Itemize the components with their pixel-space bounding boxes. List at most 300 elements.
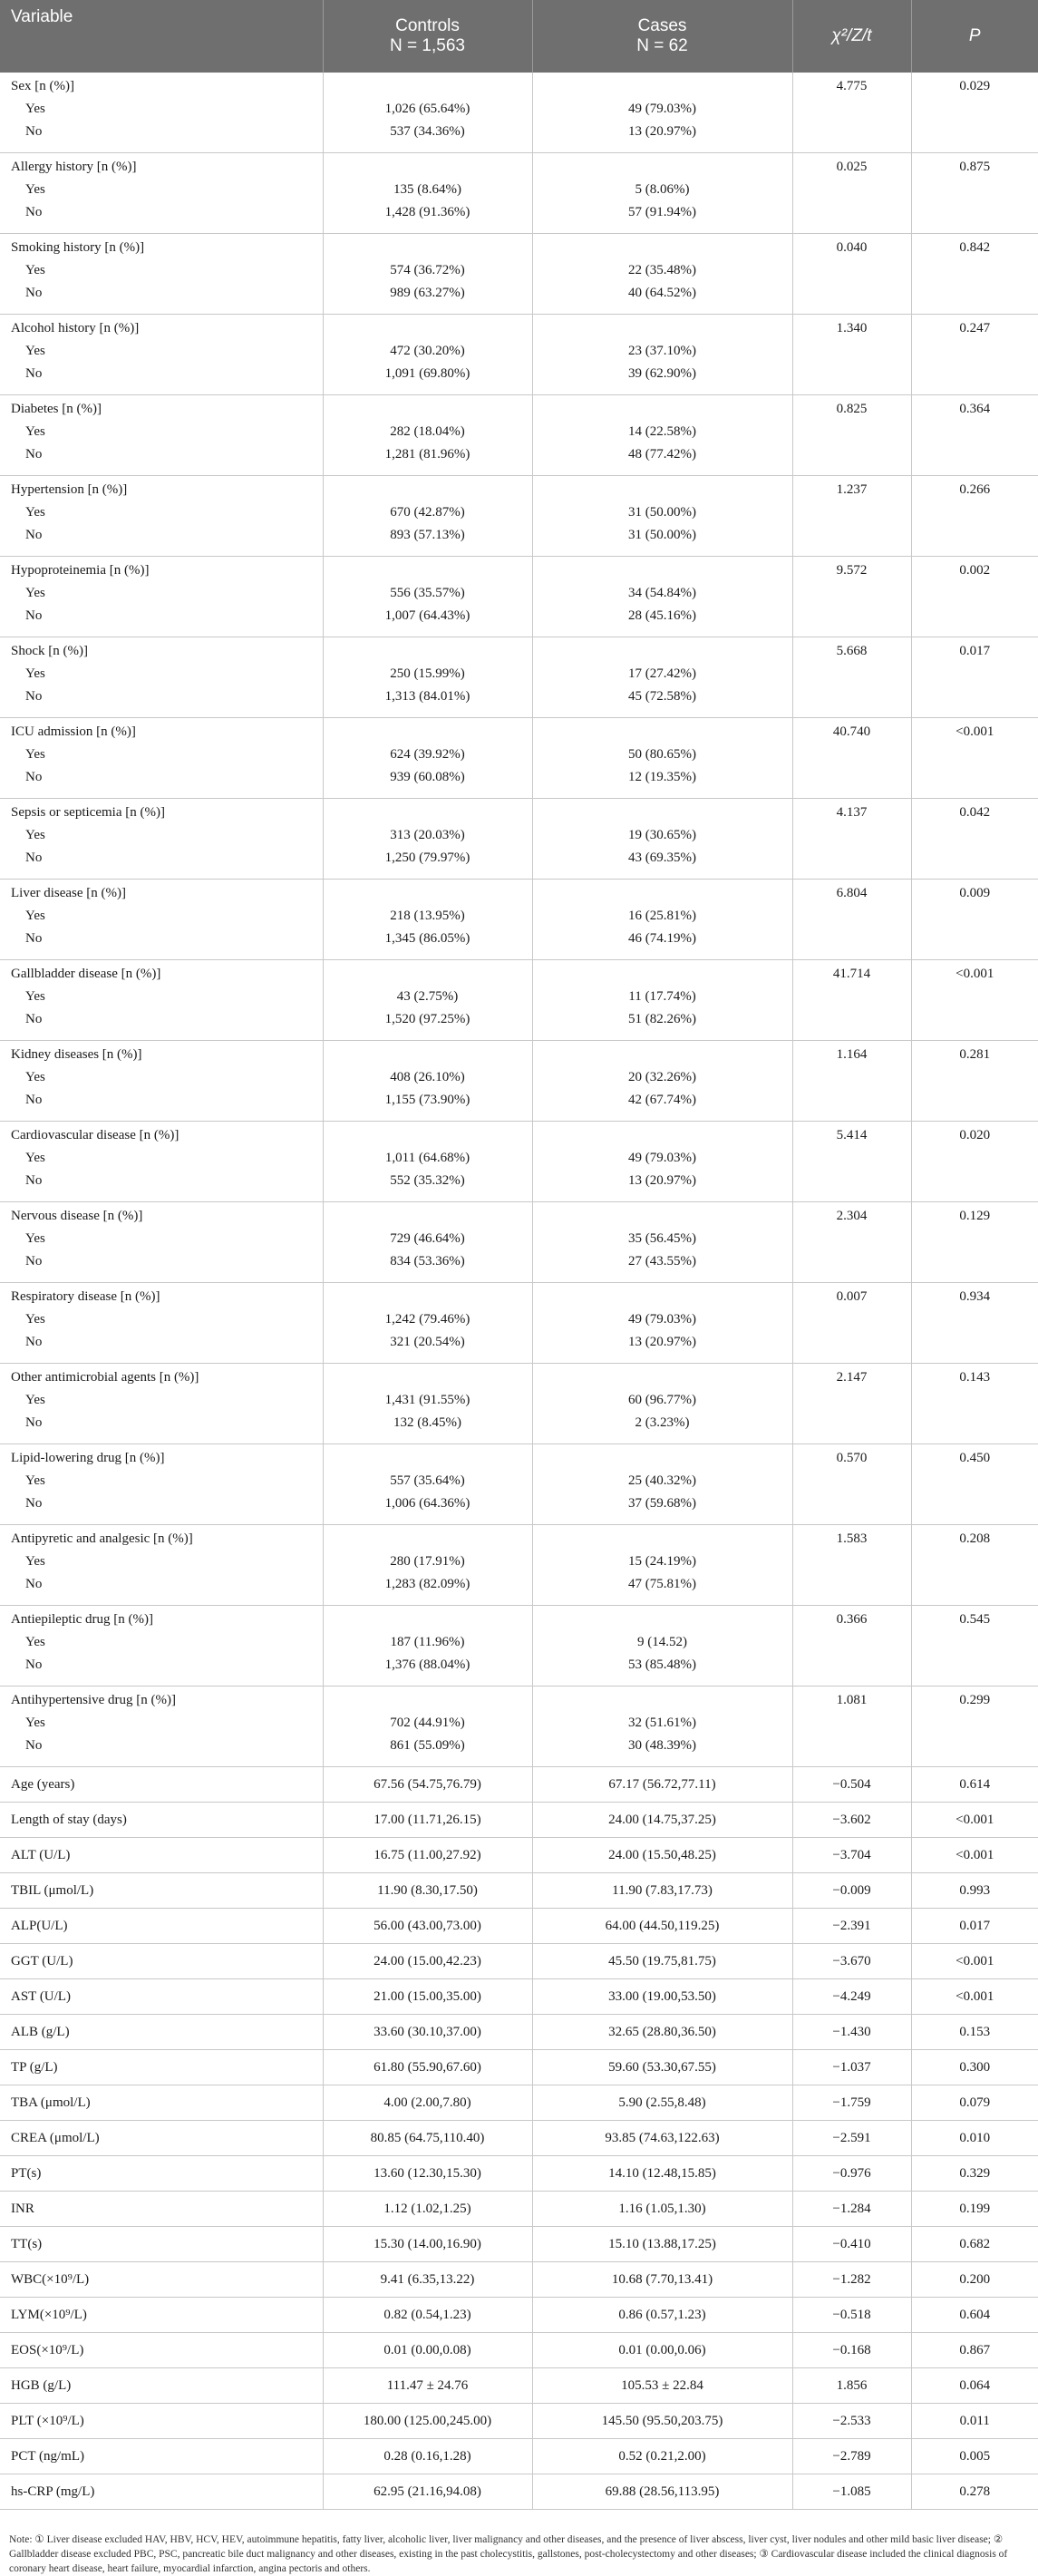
controls-cell [323,799,532,880]
controls-value: 1,007 (64.43%) [324,605,532,627]
p-value: 0.017 [912,640,1038,663]
statistic-value: −1.430 [793,2015,911,2049]
cases-cell [532,1444,792,1525]
statistic-value: 1.340 [793,317,911,340]
level-label: Yes [0,1550,323,1573]
cases-cell [532,73,792,153]
variable-name-cell [0,2368,323,2404]
variable-name-cell [0,1838,323,1873]
p-value-cell [911,2262,1038,2298]
p-value: 0.010 [912,2121,1038,2155]
controls-value: 702 (44.91%) [324,1712,532,1735]
controls-value: 1.12 (1.02,1.25) [324,2192,532,2226]
cell-spacer [533,718,792,744]
level-label: No [0,847,323,870]
statistic-cell [792,73,911,153]
table-row [0,2050,1038,2085]
statistic-cell [792,799,911,880]
statistic-cell [792,1606,911,1687]
controls-value: 729 (46.64%) [324,1228,532,1250]
variable-name: TP (g/L) [0,2050,323,2085]
statistic-value: 1.237 [793,479,911,501]
controls-value-cell [323,2298,532,2333]
variable-name-cell [0,2192,323,2227]
cell-spacer [533,960,792,986]
table-header-row [0,0,1038,73]
p-value: 0.129 [912,1205,1038,1228]
controls-value: 1,281 (81.96%) [324,443,532,466]
variable-name: Antihypertensive drug [n (%)] [0,1689,323,1712]
cases-value: 14 (22.58%) [533,421,792,443]
variable-name: Cardiovascular disease [n (%)] [0,1124,323,1147]
cases-value: 13 (20.97%) [533,1331,792,1354]
controls-value: 989 (63.27%) [324,282,532,305]
cases-value: 45 (72.58%) [533,685,792,708]
cases-value: 0.86 (0.57,1.23) [533,2298,792,2332]
cell-spacer [324,1041,532,1066]
controls-value: 624 (39.92%) [324,744,532,766]
controls-value: 21.00 (15.00,35.00) [324,1979,532,2014]
variable-name: Antipyretic and analgesic [n (%)] [0,1528,323,1550]
level-label: Yes [0,744,323,766]
variable-name-cell [0,2474,323,2510]
cell-spacer [533,1606,792,1631]
table-row [0,1909,1038,1944]
cases-value-cell [532,1838,792,1873]
cell-spacer [533,1525,792,1550]
cell-spacer [324,73,532,98]
statistic-value-cell [792,1944,911,1979]
level-label: No [0,1573,323,1596]
table-row [0,1041,1038,1122]
statistic-value: 4.775 [793,75,911,98]
p-value-cell [911,1767,1038,1803]
variable-cell [0,557,323,637]
controls-value: 552 (35.32%) [324,1170,532,1192]
cases-value: 105.53 ± 22.84 [533,2368,792,2403]
controls-value: 1,313 (84.01%) [324,685,532,708]
controls-value-cell [323,2439,532,2474]
level-label: No [0,121,323,143]
controls-cell [323,557,532,637]
cases-cell [532,1606,792,1687]
p-value-cell [911,718,1038,799]
controls-value-cell [323,2474,532,2510]
statistic-cell [792,637,911,718]
level-label: No [0,928,323,950]
controls-value-cell [323,1944,532,1979]
cases-value-cell [532,2156,792,2192]
cell-spacer [324,1122,532,1147]
statistic-value: 6.804 [793,882,911,905]
p-value: 0.842 [912,237,1038,259]
p-value-cell [911,2050,1038,2085]
cases-value: 39 (62.90%) [533,363,792,385]
cell-spacer [533,799,792,824]
cell-spacer [533,73,792,98]
cell-spacer [533,153,792,179]
table-row [0,1944,1038,1979]
level-label: No [0,1654,323,1677]
controls-value: 24.00 (15.00,42.23) [324,1944,532,1978]
cases-cell [532,1364,792,1444]
p-value-cell [911,1979,1038,2015]
p-value-cell [911,315,1038,395]
cases-cell [532,637,792,718]
p-value-cell [911,1687,1038,1767]
controls-value: 1,428 (91.36%) [324,201,532,224]
cases-value-cell [532,1909,792,1944]
cases-value: 28 (45.16%) [533,605,792,627]
variable-name: ALT (U/L) [0,1838,323,1872]
variable-cell [0,1525,323,1606]
cases-cell [532,960,792,1041]
level-label: No [0,282,323,305]
statistic-value: 0.825 [793,398,911,421]
controls-value-cell [323,2333,532,2368]
level-label: Yes [0,179,323,201]
statistic-value-cell [792,2404,911,2439]
statistic-value: 1.583 [793,1528,911,1550]
controls-value: 556 (35.57%) [324,582,532,605]
variable-name: Sex [n (%)] [0,75,323,98]
level-label: No [0,1089,323,1112]
cases-value: 22 (35.48%) [533,259,792,282]
p-value: 0.020 [912,1124,1038,1147]
controls-value: 670 (42.87%) [324,501,532,524]
statistic-value: −3.704 [793,1838,911,1872]
controls-value: 280 (17.91%) [324,1550,532,1573]
controls-value: 861 (55.09%) [324,1735,532,1757]
p-value-cell [911,1944,1038,1979]
controls-value: 574 (36.72%) [324,259,532,282]
table-row [0,395,1038,476]
cell-spacer [324,1525,532,1550]
controls-value: 187 (11.96%) [324,1631,532,1654]
cases-value: 59.60 (53.30,67.55) [533,2050,792,2085]
controls-value-cell [323,2156,532,2192]
variable-name: Shock [n (%)] [0,640,323,663]
cases-value: 0.52 (0.21,2.00) [533,2439,792,2474]
cell-spacer [533,637,792,663]
cases-cell [532,1122,792,1202]
statistic-value: 0.040 [793,237,911,259]
level-label: Yes [0,663,323,685]
variable-name: hs-CRP (mg/L) [0,2474,323,2509]
p-value-cell [911,2474,1038,2510]
table-row [0,637,1038,718]
cases-value: 37 (59.68%) [533,1492,792,1515]
p-value: 0.993 [912,1873,1038,1908]
controls-value: 1,011 (64.68%) [324,1147,532,1170]
statistic-value: 5.668 [793,640,911,663]
level-label: No [0,363,323,385]
cases-value: 93.85 (74.63,122.63) [533,2121,792,2155]
cases-cell [532,1525,792,1606]
cases-cell [532,476,792,557]
cell-spacer [533,1202,792,1228]
statistic-value-cell [792,2085,911,2121]
statistic-value: 1.081 [793,1689,911,1712]
cases-value: 10.68 (7.70,13.41) [533,2262,792,2297]
table-row [0,2085,1038,2121]
variable-cell [0,1606,323,1687]
statistic-value-cell [792,1767,911,1803]
p-value-cell [911,880,1038,960]
variable-name: CREA (μmol/L) [0,2121,323,2155]
cases-value: 31 (50.00%) [533,501,792,524]
p-value: 0.934 [912,1286,1038,1308]
controls-value: 218 (13.95%) [324,905,532,928]
controls-value: 1,520 (97.25%) [324,1008,532,1031]
level-label: No [0,685,323,708]
cell-spacer [324,476,532,501]
header-cases-label: Cases [533,16,792,36]
statistic-value-cell [792,2227,911,2262]
variable-name: ALB (g/L) [0,2015,323,2049]
cases-value: 16 (25.81%) [533,905,792,928]
statistic-cell [792,1444,911,1525]
variable-name: LYM(×10⁹/L) [0,2298,323,2332]
p-value-cell [911,1873,1038,1909]
controls-value: 135 (8.64%) [324,179,532,201]
p-value: 0.009 [912,882,1038,905]
controls-cell [323,73,532,153]
statistic-cell [792,395,911,476]
cell-spacer [324,557,532,582]
variable-name: Gallbladder disease [n (%)] [0,963,323,986]
table-row [0,1122,1038,1202]
p-value: <0.001 [912,721,1038,744]
cases-value: 13 (20.97%) [533,121,792,143]
variable-cell [0,395,323,476]
level-label: Yes [0,1631,323,1654]
p-value: 0.005 [912,2439,1038,2474]
p-value-cell [911,1122,1038,1202]
table-row [0,1606,1038,1687]
header-cases-n: N = 62 [533,36,792,56]
table-row [0,1202,1038,1283]
table-row [0,2156,1038,2192]
controls-cell [323,1364,532,1444]
level-label: Yes [0,986,323,1008]
statistic-value: −2.391 [793,1909,911,1943]
level-label: No [0,201,323,224]
cases-value-cell [532,1803,792,1838]
cases-value: 17 (27.42%) [533,663,792,685]
p-value-cell [911,153,1038,234]
level-label: No [0,605,323,627]
cases-value: 43 (69.35%) [533,847,792,870]
p-value: 0.545 [912,1609,1038,1631]
controls-value: 9.41 (6.35,13.22) [324,2262,532,2297]
p-value-cell [911,2156,1038,2192]
table-row [0,1283,1038,1364]
p-value: 0.064 [912,2368,1038,2403]
controls-value: 1,006 (64.36%) [324,1492,532,1515]
p-value-cell [911,395,1038,476]
variable-cell [0,960,323,1041]
level-label: No [0,1170,323,1192]
statistic-value: 1.856 [793,2368,911,2403]
variable-name: Liver disease [n (%)] [0,882,323,905]
statistic-value: 1.164 [793,1044,911,1066]
cell-spacer [324,1687,532,1712]
controls-value-cell [323,1979,532,2015]
p-value: 0.300 [912,2050,1038,2085]
cases-value: 49 (79.03%) [533,98,792,121]
variable-name: PCT (ng/mL) [0,2439,323,2474]
statistic-value-cell [792,2192,911,2227]
cases-cell [532,234,792,315]
cell-spacer [533,880,792,905]
table-row [0,1687,1038,1767]
p-value-cell [911,73,1038,153]
variable-name: Age (years) [0,1767,323,1802]
table-row [0,73,1038,153]
level-label: No [0,1492,323,1515]
level-label: Yes [0,1389,323,1412]
level-label: Yes [0,1228,323,1250]
controls-value: 11.90 (8.30,17.50) [324,1873,532,1908]
p-value: 0.875 [912,156,1038,179]
variable-name: Other antimicrobial agents [n (%)] [0,1366,323,1389]
statistic-cell [792,1525,911,1606]
controls-value: 43 (2.75%) [324,986,532,1008]
cases-value: 5 (8.06%) [533,179,792,201]
cases-value: 23 (37.10%) [533,340,792,363]
statistic-value-cell [792,2368,911,2404]
variable-name: ICU admission [n (%)] [0,721,323,744]
controls-value-cell [323,2015,532,2050]
statistic-value: −0.168 [793,2333,911,2367]
statistic-value: 0.366 [793,1609,911,1631]
statistic-value: −4.249 [793,1979,911,2014]
cases-cell [532,1202,792,1283]
cases-value: 33.00 (19.00,53.50) [533,1979,792,2014]
variable-cell [0,476,323,557]
statistic-value-cell [792,1838,911,1873]
cases-value: 69.88 (28.56,113.95) [533,2474,792,2509]
statistic-value-cell [792,2298,911,2333]
p-value-cell [911,1606,1038,1687]
level-label: No [0,1735,323,1757]
variable-name: INR [0,2192,323,2226]
p-value: <0.001 [912,1803,1038,1837]
cases-value: 31 (50.00%) [533,524,792,547]
table-row [0,1444,1038,1525]
p-value-cell [911,1283,1038,1364]
controls-value: 132 (8.45%) [324,1412,532,1434]
p-value-cell [911,2298,1038,2333]
cases-value: 19 (30.65%) [533,824,792,847]
statistic-value: −3.670 [793,1944,911,1978]
controls-value-cell [323,2121,532,2156]
controls-value-cell [323,2404,532,2439]
level-label: No [0,1412,323,1434]
cell-spacer [324,1202,532,1228]
controls-cell [323,637,532,718]
cell-spacer [533,1687,792,1712]
table-row [0,2474,1038,2510]
controls-value: 537 (34.36%) [324,121,532,143]
cell-spacer [324,880,532,905]
statistic-cell [792,1283,911,1364]
level-label: Yes [0,1712,323,1735]
statistic-value: −1.284 [793,2192,911,2226]
controls-cell [323,1444,532,1525]
controls-value: 4.00 (2.00,7.80) [324,2085,532,2120]
cases-value: 27 (43.55%) [533,1250,792,1273]
table-row [0,2333,1038,2368]
p-value-cell [911,2439,1038,2474]
p-value: <0.001 [912,1979,1038,2014]
controls-value: 557 (35.64%) [324,1470,532,1492]
variable-name: HGB (g/L) [0,2368,323,2403]
p-value-cell [911,1364,1038,1444]
header-p-value [911,0,1038,73]
cell-spacer [324,637,532,663]
cases-value: 25 (40.32%) [533,1470,792,1492]
variable-cell [0,73,323,153]
p-value: 0.364 [912,398,1038,421]
cases-value: 35 (56.45%) [533,1228,792,1250]
table-row [0,1979,1038,2015]
controls-value: 1,026 (65.64%) [324,98,532,121]
p-value-cell [911,1041,1038,1122]
controls-value: 67.56 (54.75,76.79) [324,1767,532,1802]
statistic-cell [792,153,911,234]
cases-value: 14.10 (12.48,15.85) [533,2156,792,2191]
cases-value-cell [532,2050,792,2085]
cell-spacer [324,1364,532,1389]
controls-value: 313 (20.03%) [324,824,532,847]
variable-cell [0,1687,323,1767]
variable-name-cell [0,2156,323,2192]
cell-spacer [324,1444,532,1470]
statistic-value: 5.414 [793,1124,911,1147]
cases-value-cell [532,2262,792,2298]
cases-value: 32.65 (28.80,36.50) [533,2015,792,2049]
p-value-cell [911,2404,1038,2439]
table-row [0,1364,1038,1444]
p-value: 0.153 [912,2015,1038,2049]
cases-value: 15 (24.19%) [533,1550,792,1573]
cases-value: 42 (67.74%) [533,1089,792,1112]
statistic-cell [792,476,911,557]
p-value: 0.682 [912,2227,1038,2261]
cases-value: 5.90 (2.55,8.48) [533,2085,792,2120]
cases-value: 51 (82.26%) [533,1008,792,1031]
statistic-cell [792,557,911,637]
cell-spacer [533,234,792,259]
variable-name-cell [0,1909,323,1944]
statistic-value-cell [792,2439,911,2474]
table-row [0,2015,1038,2050]
cases-value: 24.00 (14.75,37.25) [533,1803,792,1837]
variable-name: Length of stay (days) [0,1803,323,1837]
cell-spacer [324,153,532,179]
controls-value: 13.60 (12.30,15.30) [324,2156,532,2191]
statistic-value: 4.137 [793,802,911,824]
cell-spacer [324,960,532,986]
controls-cell [323,880,532,960]
p-value: 0.199 [912,2192,1038,2226]
variable-name: Antiepileptic drug [n (%)] [0,1609,323,1631]
header-statistic-label: χ²/Z/t [831,26,871,45]
p-value: 0.247 [912,317,1038,340]
cases-cell [532,153,792,234]
